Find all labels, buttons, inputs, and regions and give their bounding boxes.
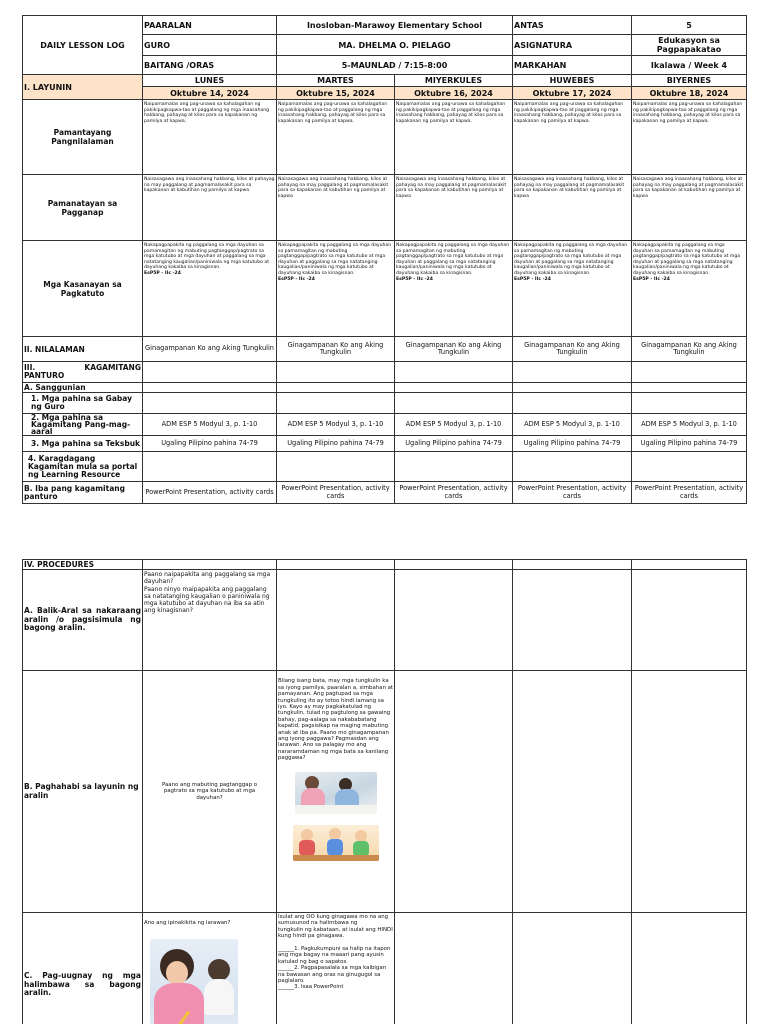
kasanayan-text: Nakapagpapakita ng paggalang sa mga dayuhan sa pamamagitan ng mabuting pagtanggap/pagtrato sa mga katutubo at mga dayuhan at paggalang sa mga natatanging kaugalian/paniniwala ng mga katutubo at dayuhang kakaiba sa kinagisnan.	[278, 243, 392, 276]
pagganap-label: Pamanatayan sa Pagganap	[23, 175, 143, 241]
day-biyernes: BIYERNES	[632, 75, 747, 87]
kasanayan-text: Nakapagpapakita ng paggalang sa mga dayuhan sa pamamagitan ng mabuting pagtanggap/pagtrato sa mga katutubo at mga dayuhan at paggalang sa mga natatanging kaugalian/paniniwala ng mga katutubo at dayuhang kakaiba sa kinagisnan.	[514, 243, 628, 276]
girl-writing-photo-icon	[150, 939, 238, 1024]
baitang-value: 5-MAUNLAD / 7:15-8:00	[277, 56, 513, 75]
nilalaman-value: Ginagampanan Ko ang Aking Tungkulin	[143, 337, 277, 362]
dll-title: DAILY LESSON LOG	[23, 16, 143, 75]
paghahabi-label: B. Paghahabi sa layunin ng aralin	[23, 671, 143, 913]
pamantayang-text: Naipamamalas ang pag-unawa sa kahalagahan ng pakikipagkapwa-tao at paggalang ng mga inaasahang hakbang, pahayag at kilos para sa kapakanan ng pamilya at kapwa.	[513, 100, 632, 175]
layunin-heading: I. LAYUNIN	[23, 75, 143, 100]
guro-label: GURO	[143, 35, 277, 56]
kasanayan-code: EsP5P - IIc -24	[396, 276, 433, 282]
kagamitan-value: ADM ESP 5 Modyul 3, p. 1-10	[632, 414, 747, 436]
karagdagang-label: 4. Karagdagang Kagamitan mula sa portal ng Learning Resource	[23, 452, 143, 482]
dll-table	[22, 15, 747, 504]
paghahabi-martes-text: Bilang isang bata, may mga tungkulin ka sa iyong pamilya, paaralan a, simbahan at pamayanan. Ang pagtupad sa mga tungkuling ito ay totoo hindi lamang sa iyo. Kayo ay may pagkakatulad ng tungkulin, tulad ng pagtulong sa gawaing bahay, pag-aalaga sa nakababatang kapatid, pagsisikap na maging mabuting anak at iba pa. Paano mo ginagampanan ang iyong paggawa? Pagmasdan ang larawan. Ano sa palagay mo ang nararamdaman ng mga bata sa kanilang paggawa?	[278, 678, 394, 762]
kagamitan-value: ADM ESP 5 Modyul 3, p. 1-10	[277, 414, 395, 436]
kasanayan-text: Nakapagpapakita ng paggalang sa mga dayuhan sa pamamagitan ng mabuting pagtanggap/pagtrato sa mga katutubo at mga dayuhan at paggalang sa mga natatanging kaugalian/paniniwala ng mga katutubo at dayuhang kakaiba sa kinagisnan.	[633, 243, 741, 276]
iba-label: B. Iba pang kagamitang panturo	[23, 482, 143, 504]
pagganap-text: Naisasagawa ang inaasahang hakbang, kilos at pahayag na may paggalang at pagmamalasakit para sa kapakanan at kabutihan ng pamilya at kapwa	[513, 175, 632, 241]
procedures-heading: IV. PROCEDURES	[23, 560, 143, 570]
kagamitan-value: ADM ESP 5 Modyul 3, p. 1-10	[143, 414, 277, 436]
pamantayang-text: Naipamamalas ang pag-unawa sa kahalagahan ng pakikipagkapwa-tao at paggalang ng mga inaasahang hakbang, pahayag at kilos para sa kapakanan ng pamilya at kapwa.	[143, 100, 277, 175]
gabay-label: 1. Mga pahina sa Gabay ng Guro	[23, 393, 143, 414]
nilalaman-label: II. NILALAMAN	[23, 337, 143, 362]
teksbuk-value: Ugaling Pilipino pahina 74-79	[277, 436, 395, 452]
nilalaman-value: Ginagampanan Ko ang Aking Tungkulin	[395, 337, 513, 362]
balik-aral-label: A. Balik-Aral sa nakaraang aralin /o pagsisimula ng bagong aralin.	[23, 570, 143, 671]
kasanayan-cell	[632, 241, 747, 337]
pagganap-text: Naisasagawa ang inaasahang hakbang, kilos at pahayag na may paggalang at pagmamalasakit para sa kapakanan at kabutihan ng pamilya at kapwa	[632, 175, 747, 241]
kasanayan-text: Nakapagpapakita ng paggalang sa mga dayuhan sa pamamagitan ng mabuting pagtanggap/pagtrato sa mga katutubo at mga dayuhan at paggalang sa mga natatanging kaugalian/paniniwala ng mga katutubo at dayuhang kakaiba sa kinagisnan.	[144, 243, 270, 271]
date-biyernes: Oktubre 18, 2024	[632, 87, 747, 100]
iba-value: PowerPoint Presentation, activity cards	[513, 482, 632, 504]
paghahabi-martes-cell	[277, 671, 395, 913]
asignatura-label: ASIGNATURA	[513, 35, 632, 56]
pag-uugnay-lunes-text: Ano ang ipinakikita ng larawan?	[144, 920, 231, 927]
asignatura-value: Edukasyon sa Pagpapakatao	[632, 35, 747, 56]
pag-uugnay-label: C. Pag-uugnay ng mga halimbawa sa bagong aralin.	[23, 913, 143, 1024]
paaralan-value: Inosloban-Marawoy Elementary School	[277, 16, 513, 35]
antas-label: ANTAS	[513, 16, 632, 35]
kasanayan-code: EsP5P - IIc -24	[144, 270, 181, 276]
pagganap-text: Naisasagawa ang inaasahang hakbang, kilos at pahayag na may paggalang at pagmamalasakit para sa kapakanan at kabutihan ng pamilya at kapwa	[395, 175, 513, 241]
day-miyerkules: MIYERKULES	[395, 75, 513, 87]
pagganap-text: Naisasagawa ang inaasahang hakbang, kilos at pahayag na may paggalang at pagmamalasakit para sa kapakanan at kabutihan ng pamilya at kapwa	[277, 175, 395, 241]
pag-uugnay-martes: Isulat ang OO kung ginagawa mo na ang sumusunod na halimbawa ng tungkulin ng kabataan, at isulat ang HINDI kung hindi pa ginagawa. ______1. Pagkukumpuni sa halip na itapon ang mga bagay na maaari pang ayusin katulad ng bag o sapatos. ______2. Pagpapasalala sa mga kaibigan na bawasan ang oras na ginugugol sa paglalaro. ______3. Isaa PowerPoint	[277, 913, 395, 1024]
children-cartoon-illustration-icon	[293, 825, 379, 861]
date-miyerkules: Oktubre 16, 2024	[395, 87, 513, 100]
kagamitan-label: 2. Mga pahina sa Kagamitang Pang-mag-aaral	[23, 414, 143, 436]
pamantayang-text: Naipamamalas ang pag-unawa sa kahalagahan ng pakikipagkapwa-tao at paggalang ng mga inaasahang hakbang, pahayag at kilos para sa kapakanan ng pamilya at kapwa.	[277, 100, 395, 175]
teksbuk-value: Ugaling Pilipino pahina 74-79	[143, 436, 277, 452]
guro-value: MA. DHELMA O. PIELAGO	[277, 35, 513, 56]
kasanayan-cell	[513, 241, 632, 337]
kasanayan-cell	[277, 241, 395, 337]
procedures-table	[22, 559, 747, 1024]
antas-value: 5	[632, 16, 747, 35]
date-lunes: Oktubre 14, 2024	[143, 87, 277, 100]
sanggunian-label: A. Sanggunian	[23, 383, 143, 393]
balik-aral-lunes: Paano naipapakita ang paggalang sa mga dayuhan? Paano ninyo maipapakita ang paggalang sa natatanging kaugalian o paniniwala ng mga katutubo at dayuhan na iba sa atin ang kinagisnan?	[143, 570, 277, 671]
markahan-label: MARKAHAN	[513, 56, 632, 75]
baitang-label: BAITANG /ORAS	[143, 56, 277, 75]
nilalaman-value: Ginagampanan Ko ang Aking Tungkulin	[513, 337, 632, 362]
pamantayang-text: Naipamamalas ang pag-unawa sa kahalagahan ng pakikipagkapwa-tao at paggalang ng mga inaasahang hakbang, pahayag at kilos para sa kapakanan ng pamilya at kapwa.	[632, 100, 747, 175]
kasanayan-cell	[395, 241, 513, 337]
day-huwebes: HUWEBES	[513, 75, 632, 87]
kasanayan-cell	[143, 241, 277, 337]
kasanayan-label: Mga Kasanayan sa Pagkatuto	[23, 241, 143, 337]
kagamitang-word: KAGAMITANG	[84, 363, 141, 372]
iba-value: PowerPoint Presentation, activity cards	[277, 482, 395, 504]
nilalaman-value: Ginagampanan Ko ang Aking Tungkulin	[632, 337, 747, 362]
kasanayan-code: EsP5P - IIc -24	[514, 276, 551, 282]
pagganap-text: Naisasagawa ang inaasahang hakbang, kilos at pahayag na may paggalang at pagmamalasakit para sa kapakanan at kabutihan ng pamilya at kapwa	[143, 175, 277, 241]
pamantayang-text: Naipamamalas ang pag-unawa sa kahalagahan ng pakikipagkapwa-tao at paggalang ng mga inaasahang hakbang, pahayag at kilos para sa kapakanan ng pamilya at kapwa.	[395, 100, 513, 175]
kasanayan-code: EsP5P - IIc -24	[278, 276, 315, 282]
iba-value: PowerPoint Presentation, activity cards	[632, 482, 747, 504]
children-writing-photo-icon	[295, 772, 377, 814]
kasanayan-code: EsP5P - IIc -24	[633, 276, 670, 282]
date-martes: Oktubre 15, 2024	[277, 87, 395, 100]
iba-value: PowerPoint Presentation, activity cards	[395, 482, 513, 504]
teksbuk-value: Ugaling Pilipino pahina 74-79	[395, 436, 513, 452]
kagamitan-value: ADM ESP 5 Modyul 3, p. 1-10	[513, 414, 632, 436]
kagamitang-roman: III.	[24, 363, 36, 372]
teksbuk-value: Ugaling Pilipino pahina 74-79	[632, 436, 747, 452]
teksbuk-value: Ugaling Pilipino pahina 74-79	[513, 436, 632, 452]
kasanayan-text: Nakapagpapakita ng paggalang sa mga dayuhan sa pamamagitan ng mabuting pagtanggap/pagtrato sa mga katutubo at mga dayuhan at paggalang sa mga natatanging kaugalian/paniniwala ng mga katutubo at dayuhang kakaiba sa kinagisnan.	[396, 243, 510, 276]
pag-uugnay-lunes-cell	[143, 913, 277, 1024]
day-martes: MARTES	[277, 75, 395, 87]
paghahabi-lunes: Paano ang mabuting pagtanggap o pagtrato sa mga katutubo at mga dayuhan?	[143, 671, 277, 913]
day-lunes: LUNES	[143, 75, 277, 87]
kagamitang-word2: PANTURO	[24, 371, 65, 380]
date-huwebes: Oktubre 17, 2024	[513, 87, 632, 100]
paaralan-label: PAARALAN	[143, 16, 277, 35]
pamantayang-label: Pamantayang Pangnilalaman	[23, 100, 143, 175]
kagamitang-heading	[23, 362, 143, 383]
markahan-value: Ikalawa / Week 4	[632, 56, 747, 75]
nilalaman-value: Ginagampanan Ko ang Aking Tungkulin	[277, 337, 395, 362]
teksbuk-label: 3. Mga pahina sa Teksbuk	[23, 436, 143, 452]
kagamitan-value: ADM ESP 5 Modyul 3, p. 1-10	[395, 414, 513, 436]
iba-value: PowerPoint Presentation, activity cards	[143, 482, 277, 504]
